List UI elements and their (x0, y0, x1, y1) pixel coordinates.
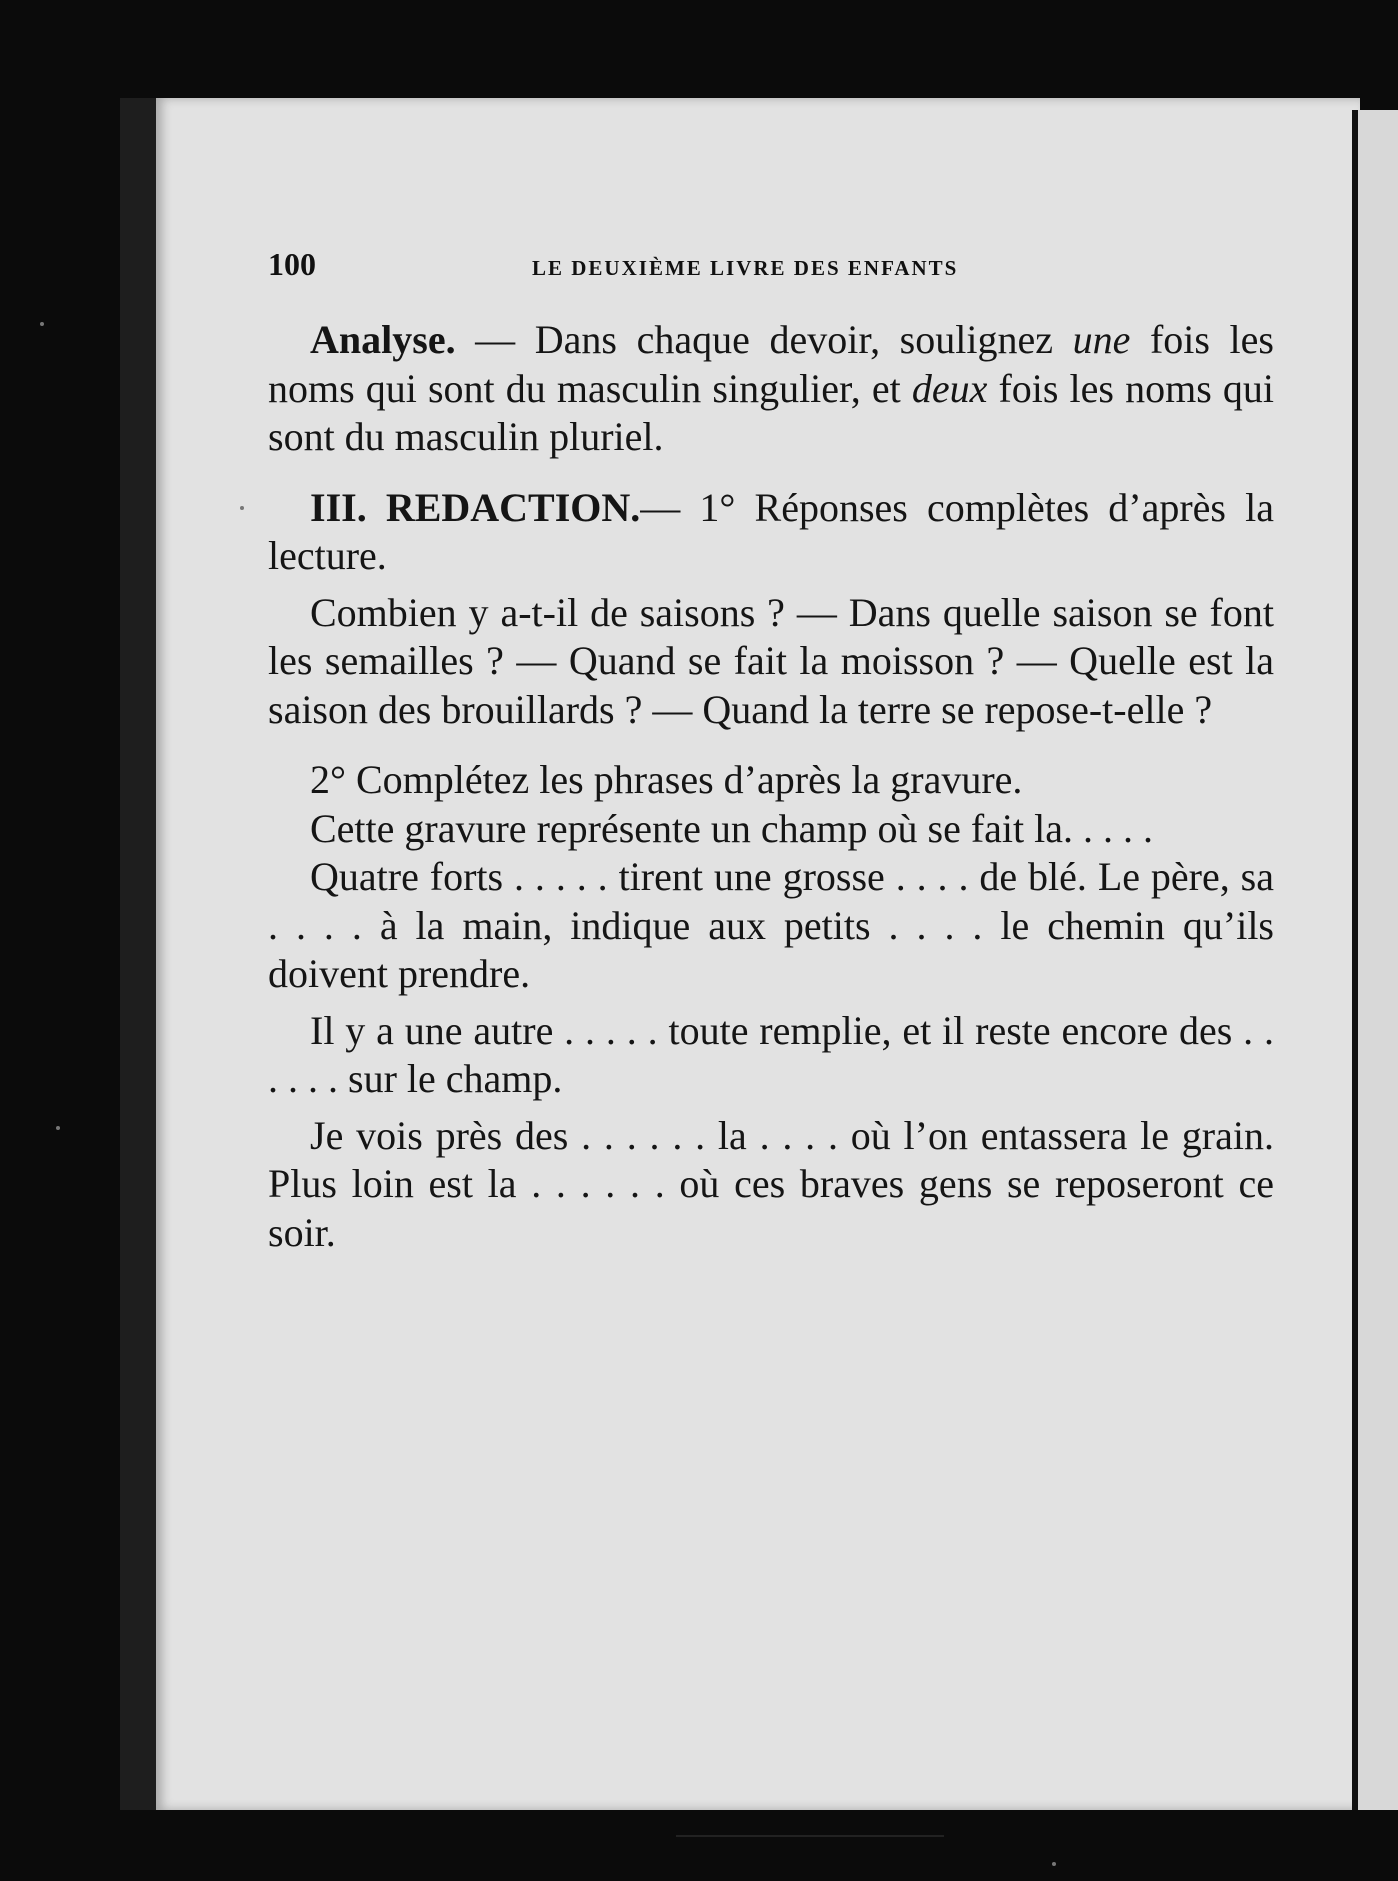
running-head (268, 246, 1068, 286)
paragraph-analyse (268, 316, 1274, 462)
paragraph-exercise-3: Il y a une autre . . . . . toute remplie, et il reste encore des . . . . . . sur le champ. (268, 1007, 1274, 1101)
emphasis-une: une (1072, 317, 1131, 362)
paragraph-questions: Combien y a-t-il de saisons ? — Dans quelle saison se font les semailles ? — Quand se fait la moisson ? — Quelle est la saison des brouillards ? — Quand la terre se repose-t-elle ? (268, 589, 1274, 732)
paragraph-exercise-4: Je vois près des . . . . . . la . . . . où l’on entassera le grain. Plus loin est la . . . . . . où ces braves gens se reposeront ce soir. (268, 1112, 1274, 1255)
running-title: LE DEUXIÈME LIVRE DES ENFANTS (532, 256, 959, 280)
scan-speck (1052, 1862, 1056, 1866)
body-text (268, 316, 1274, 1257)
paragraph-redaction (268, 484, 1274, 581)
scan-speck (40, 322, 44, 326)
paragraph-instruction: 2° Complétez les phrases d’après la gravure. (310, 757, 1023, 802)
paragraph-text: fois les noms qui sont du masculin pluriel. (268, 365, 1274, 459)
paragraph-lead: III. REDACTION. (310, 484, 641, 530)
section-end-rule (676, 1835, 944, 1837)
facing-page-edge (1352, 110, 1398, 1810)
paragraph-exercise-1: Cette gravure représente un champ où se fait la. . . . . (310, 805, 1154, 851)
emphasis-deux: deux (911, 365, 988, 411)
page-number: 100 (268, 246, 316, 282)
paragraph-lead: Analyse. (310, 317, 456, 362)
paragraph-exercise-2: Quatre forts . . . . . tirent une grosse . . . . de blé. Le père, sa . . . . à la main, indique aux petits . . . . le chemin qu’ils doivent prendre. (268, 854, 1274, 996)
scan-speck (56, 1126, 60, 1130)
paragraph-text: fois les noms qui sont du masculin singulier, et (268, 317, 1274, 411)
scan-speck (240, 506, 244, 510)
paragraph-text: — Dans chaque devoir, soulignez (455, 317, 1073, 362)
paragraph-text: — 1° Réponses complètes d’après la lecture. (268, 484, 1274, 578)
